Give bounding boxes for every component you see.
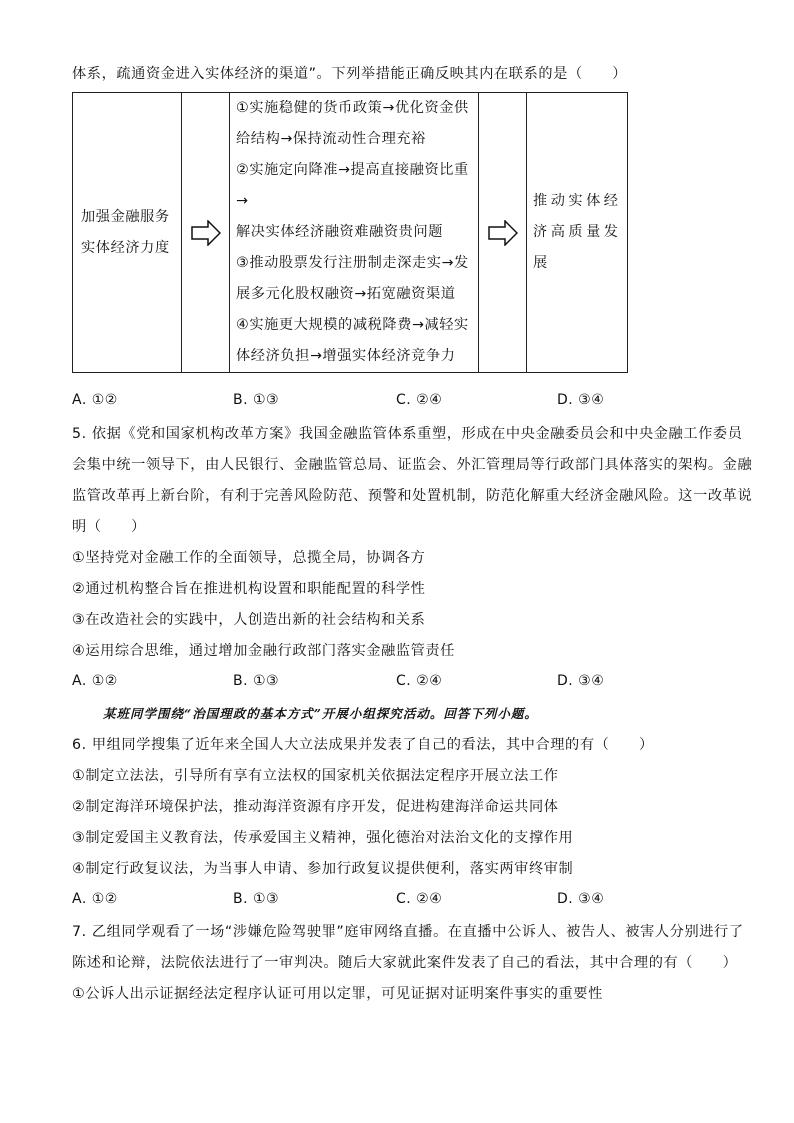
q6-option-c[interactable]: C. ②④ [396, 891, 443, 907]
measures-table [72, 92, 628, 373]
result-line: 济高质量发 [533, 224, 622, 240]
right-arrow-icon [191, 220, 221, 246]
q6-item: ①制定立法法，引导所有享有立法权的国家机关依据法定程序开展立法工作 [72, 768, 559, 784]
q7-item: ①公诉人出示证据经法定程序认证可用以定罪，可见证据对证明案件事实的重要性 [72, 986, 603, 1002]
table-cell-arrow [479, 93, 527, 373]
q5-stem-line: 监管改革再上新台阶，有利于完善风险防范、预警和处置机制，防范化解重大经济金融风险。这一改革说 [72, 488, 753, 504]
q6-option-a[interactable]: A. ①② [72, 891, 118, 907]
q6-item: ④制定行政复议法，为当事人申请、参加行政复议提供便利，落实两审终审制 [72, 861, 574, 877]
q4-intro: 体系，疏通资金进入实体经济的渠道”。下列举措能正确反映其内在联系的是（ ） [72, 66, 628, 82]
q5-option-a[interactable]: A. ①② [72, 673, 118, 689]
q5-item: ②通过机构整合旨在推进机构设置和职能配置的科学性 [72, 581, 426, 597]
table-cell-result [527, 93, 628, 373]
q6-option-d[interactable]: D. ③④ [557, 891, 605, 907]
result-line: 展 [533, 255, 551, 271]
measure-line: 解决实体经济融资难融资贵问题 [236, 224, 444, 240]
measure-line: 给结构→保持流动性合理充裕 [236, 131, 426, 147]
measure-line: ②实施定向降准→提高直接融资比重→ [236, 162, 469, 209]
q5-stem-line: 5. 依据《党和国家机构改革方案》我国金融监管体系重塑，形成在中央金融委员会和中央金融工作委员 [72, 426, 743, 442]
q4-option-b[interactable]: B. ①③ [233, 392, 280, 408]
q7-stem-line: 7. 乙组同学观看了一场“涉嫌危险驾驶罪”庭审网络直播。在直播中公诉人、被告人、被害人分别进行了 [72, 924, 744, 940]
q4-option-d[interactable]: D. ③④ [557, 392, 605, 408]
q6-stem: 6. 甲组同学搜集了近年来全国人大立法成果并发表了自己的看法，其中合理的有（ ） [72, 737, 654, 753]
result-line: 推动实体经 [533, 193, 622, 209]
q4-option-c[interactable]: C. ②④ [396, 392, 443, 408]
q5-stem-line: 明（ ） [72, 519, 146, 535]
cause-line: 加强金融服务 [81, 208, 170, 225]
measure-line: 展多元化股权融资→拓宽融资渠道 [236, 286, 456, 302]
q4-option-a[interactable]: A. ①② [72, 392, 118, 408]
q7-stem-line: 陈述和论辩，法院依法进行了一审判决。随后大家就此案件发表了自己的看法，其中合理的有（ ） [72, 955, 738, 971]
measure-line: ①实施稳健的货币政策→优化资金供 [236, 100, 469, 116]
q6-option-b[interactable]: B. ①③ [233, 891, 280, 907]
measure-line: 体经济负担→增强实体经济竞争力 [236, 348, 456, 364]
q6-item: ③制定爱国主义教育法，传承爱国主义精神，强化德治对法治文化的支撑作用 [72, 830, 574, 846]
table-cell-measures [230, 93, 479, 373]
table-cell-arrow [182, 93, 230, 373]
q5-stem-line: 会集中统一领导下，由人民银行、金融监管总局、证监会、外汇管理局等行政部门具体落实的架构。金融 [72, 457, 753, 473]
q5-item: ④运用综合思维，通过增加金融行政部门落实金融监管责任 [72, 643, 456, 659]
table-cell-cause [73, 93, 182, 373]
measure-line: ③推动股票发行注册制走深走实→发 [236, 255, 469, 271]
right-arrow-icon [488, 220, 518, 246]
q5-item: ③在改造社会的实践中，人创造出新的社会结构和关系 [72, 612, 426, 628]
q5-option-c[interactable]: C. ②④ [396, 673, 443, 689]
q5-option-b[interactable]: B. ①③ [233, 673, 280, 689]
cause-line: 实体经济力度 [81, 239, 170, 256]
q5-option-d[interactable]: D. ③④ [557, 673, 605, 689]
q6-item: ②制定海洋环境保护法，推动海洋资源有序开发，促进构建海洋命运共同体 [72, 799, 559, 815]
group-activity-note: 某班同学围绕“治国理政的基本方式”开展小组探究活动。回答下列小题。 [103, 706, 538, 721]
q5-item: ①坚持党对金融工作的全面领导，总揽全局，协调各方 [72, 550, 426, 566]
measure-line: ④实施更大规模的减税降费→减轻实 [236, 317, 469, 333]
